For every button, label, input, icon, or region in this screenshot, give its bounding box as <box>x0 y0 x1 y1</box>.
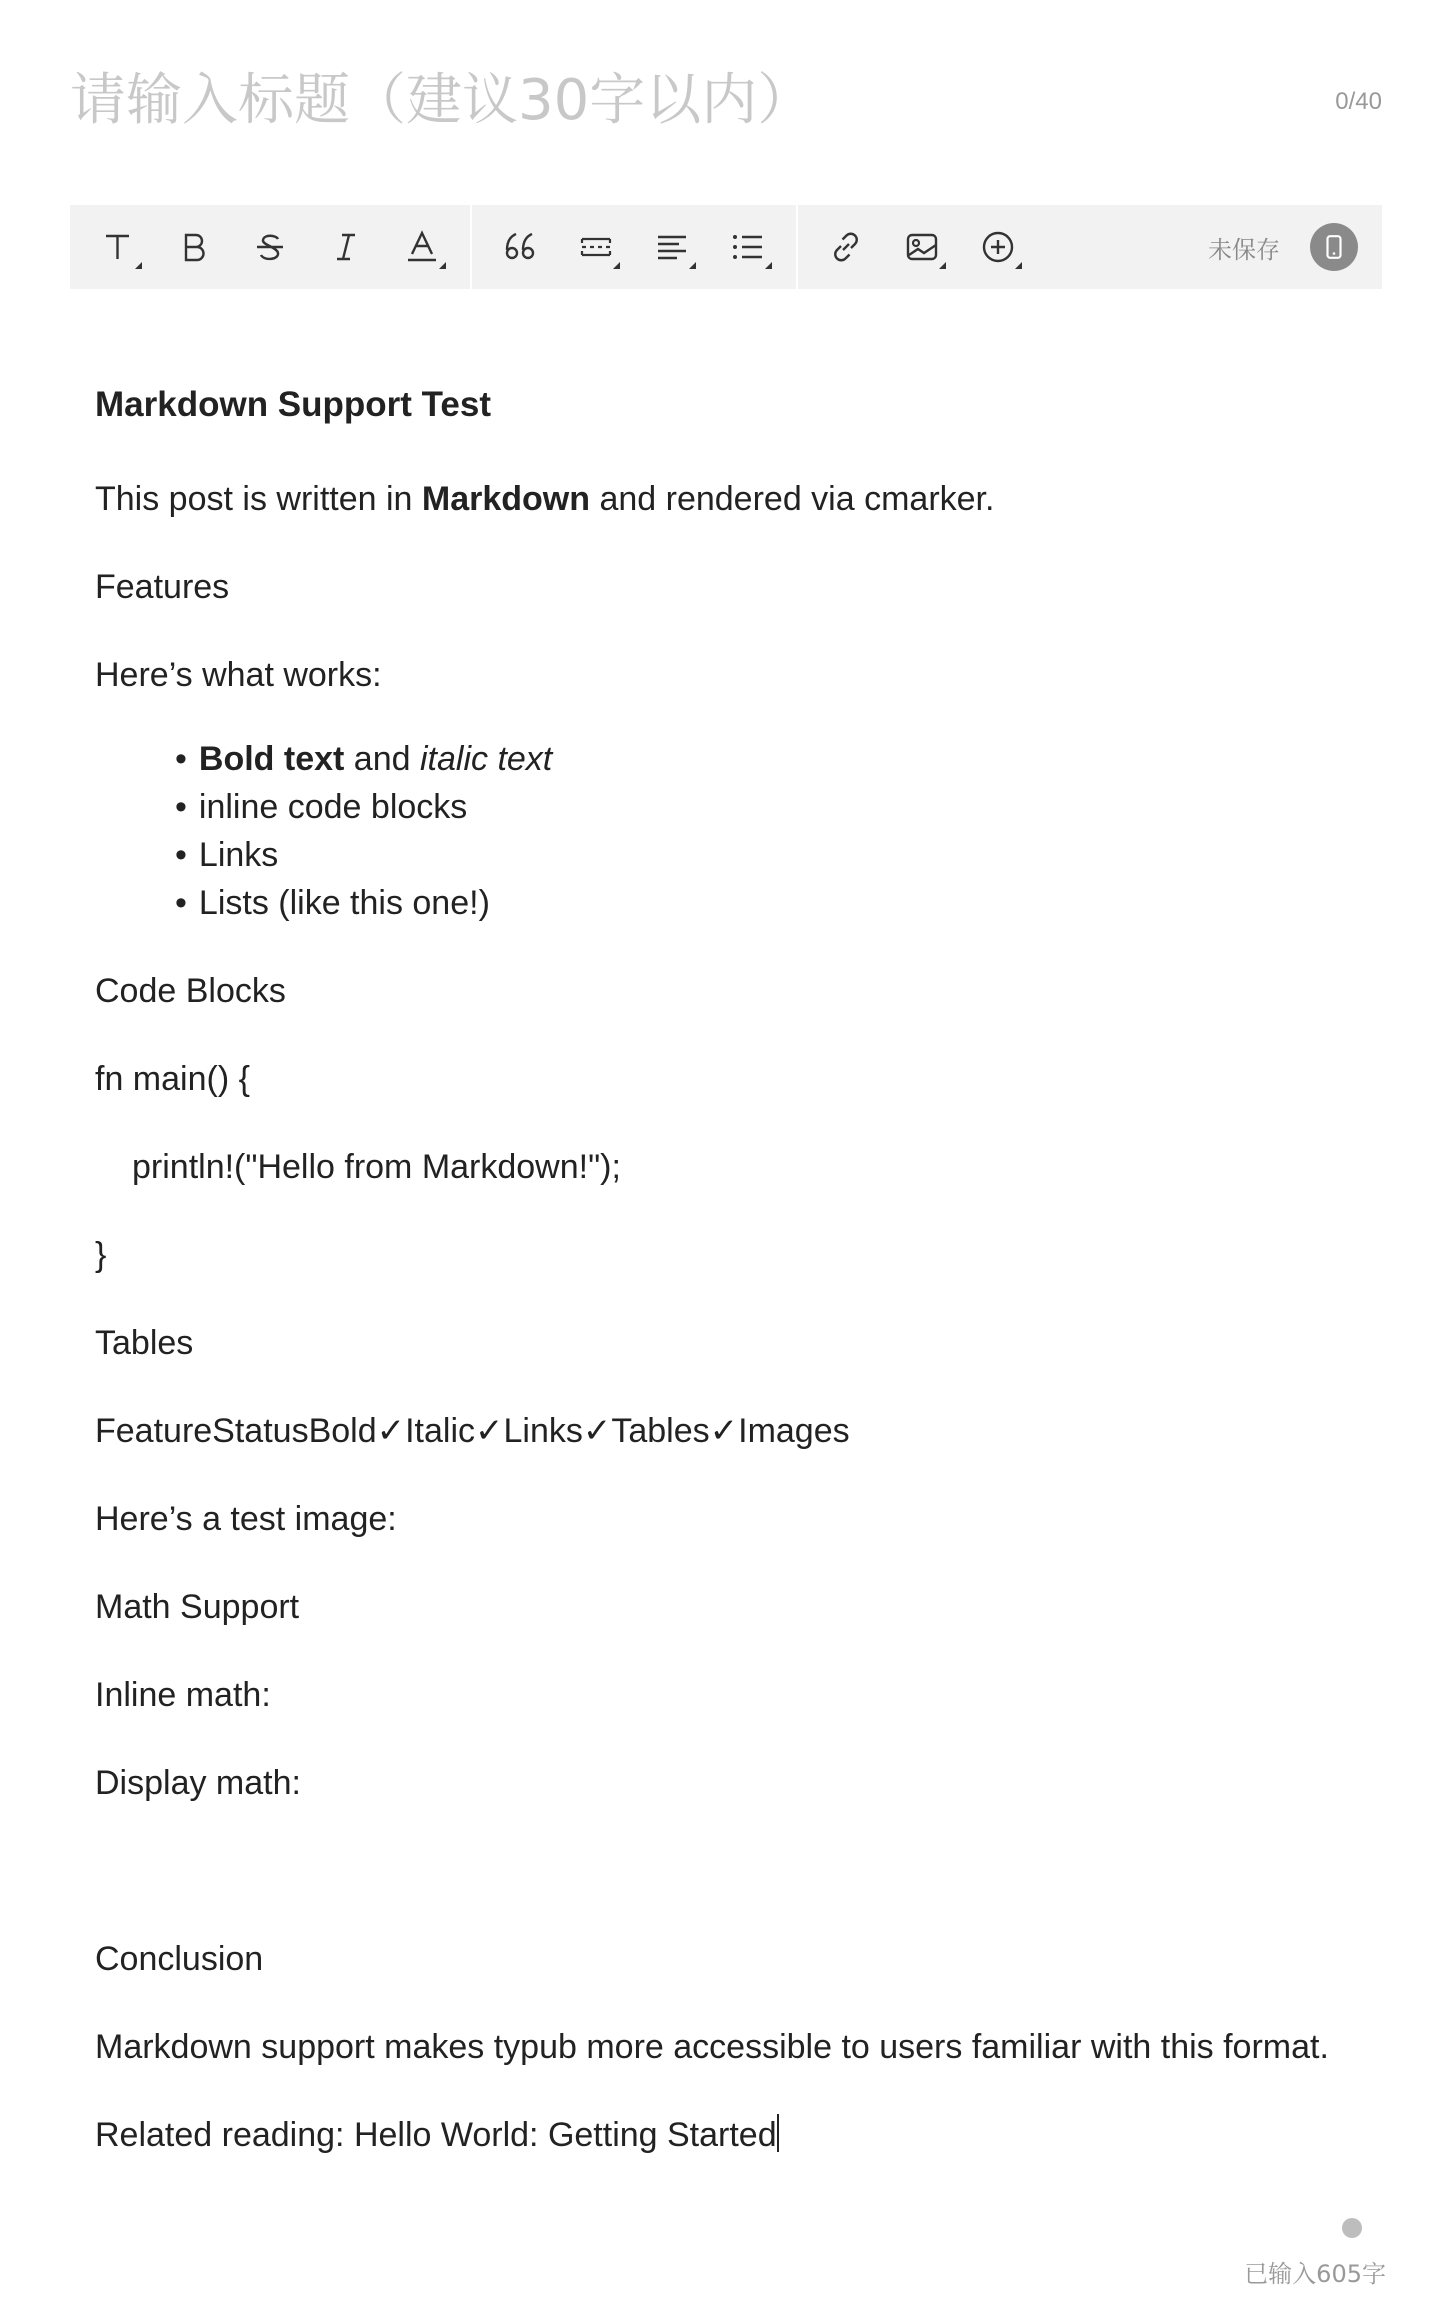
features-list <box>175 735 1385 927</box>
table-row-text: FeatureStatusBold✓Italic✓Links✓Tables✓Images <box>95 1412 850 1450</box>
inline-math-line: Inline math: <box>95 1676 271 1714</box>
text-style-icon[interactable] <box>80 205 156 289</box>
text-cursor <box>777 2114 779 2152</box>
related-reading-line <box>95 2111 1385 2159</box>
code-line: } <box>95 1236 107 1274</box>
empty-line <box>95 1847 1385 1935</box>
list-item <box>175 735 1385 783</box>
conclusion-text: Markdown support makes typub more accessible to users familiar with this format. <box>95 2028 1329 2066</box>
toolbar-group-insert <box>798 205 1046 289</box>
insert-more-icon[interactable] <box>960 205 1036 289</box>
list-item-bold: Bold text <box>198 740 345 778</box>
list-item-text: and <box>344 740 420 778</box>
code-line: println!("Hello from Markdown!"); <box>132 1148 621 1186</box>
content-heading: Markdown Support Test <box>95 385 492 424</box>
strikethrough-icon[interactable] <box>232 205 308 289</box>
divider-icon[interactable] <box>558 205 634 289</box>
list-icon[interactable] <box>710 205 786 289</box>
title-row <box>70 60 1382 140</box>
quote-icon[interactable] <box>482 205 558 289</box>
toolbar-right <box>1208 223 1382 271</box>
conclusion-heading: Conclusion <box>95 1940 264 1978</box>
toolbar-group-text <box>70 205 470 289</box>
image-icon[interactable] <box>884 205 960 289</box>
toolbar-group-paragraph <box>472 205 796 289</box>
code-heading: Code Blocks <box>95 972 286 1010</box>
title-char-counter: 0/40 <box>1335 88 1382 115</box>
resize-handle-icon[interactable] <box>1342 2218 1362 2238</box>
italic-icon[interactable] <box>308 205 384 289</box>
features-heading: Features <box>95 568 230 606</box>
image-line: Here’s a test image: <box>95 1500 397 1538</box>
link-icon[interactable] <box>808 205 884 289</box>
intro-bold-text: Markdown <box>421 480 591 518</box>
font-color-icon[interactable] <box>384 205 460 289</box>
align-icon[interactable] <box>634 205 710 289</box>
intro-paragraph <box>95 475 1385 523</box>
title-input[interactable] <box>70 60 1250 140</box>
list-item: • Lists (like this one!) <box>175 879 1385 927</box>
intro-text-end: and rendered via cmarker. <box>590 480 995 518</box>
display-math-line: Display math: <box>95 1764 301 1802</box>
intro-text: This post is written in <box>95 480 422 518</box>
editor-toolbar <box>70 205 1382 289</box>
list-item: • inline code blocks <box>175 783 1385 831</box>
bold-icon[interactable] <box>156 205 232 289</box>
list-item-italic: italic text <box>419 740 553 778</box>
editor-content[interactable] <box>95 375 1385 2199</box>
save-status-label: 未保存 <box>1208 235 1280 264</box>
features-intro: Here’s what works: <box>95 656 382 694</box>
word-count: 已输入605字 <box>1244 2260 1386 2288</box>
math-heading: Math Support <box>95 1588 300 1626</box>
code-line: fn main() { <box>95 1060 250 1098</box>
list-item: • Links <box>175 831 1385 879</box>
related-reading-text: Related reading: Hello World: Getting Started <box>95 2116 777 2154</box>
mobile-preview-icon[interactable] <box>1310 223 1358 271</box>
tables-heading: Tables <box>95 1324 194 1362</box>
